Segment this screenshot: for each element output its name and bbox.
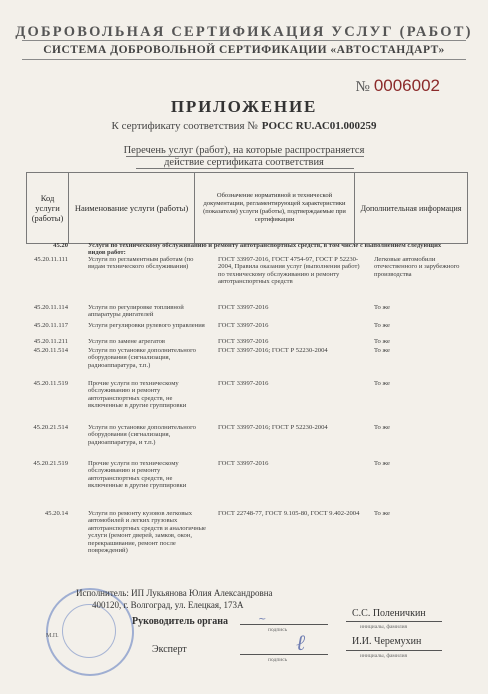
expert-name-line xyxy=(346,650,442,651)
row-name: Прочие услуги по техническому обслуживанию и ремонту автотранспортных средств, не включенные в другие группировки xyxy=(88,460,187,490)
expert-name: И.И. Черемухин xyxy=(352,636,422,647)
divider xyxy=(22,59,466,60)
header-info: Дополнительная информация xyxy=(360,203,462,213)
row-name: Прочие услуги по техническому обслуживанию и ремонту автотранспортных средств, не включенные в другие группировки xyxy=(88,380,187,410)
row-name: Услуги по ремонту кузовов легковых автомобилей и легких грузовых автотранспортных средств и аналогичные услуги (ремонт дверей, замков, окон, перекрашивание, ремонт после повреждений) xyxy=(88,510,206,555)
row-standards: ГОСТ 22748-77, ГОСТ 9.105-80, ГОСТ 9.402-2004 xyxy=(218,510,360,517)
row-info: Легковые автомобили отечественного и зарубежного производства xyxy=(374,256,460,278)
system-title: ДОБРОВОЛЬНАЯ СЕРТИФИКАЦИЯ УСЛУГ (РАБОТ) xyxy=(15,24,473,40)
row-code: 45.20 xyxy=(53,242,68,249)
row-standards: ГОСТ 33997-2016 xyxy=(218,380,269,387)
row-standards: ГОСТ 33997-2016; ГОСТ Р 52230-2004 xyxy=(218,347,328,354)
row-info: То же xyxy=(374,304,390,311)
expert-label: Эксперт xyxy=(152,644,187,655)
row-code: 45.20.21.514 xyxy=(33,424,68,431)
row-code: 45.20.11.111 xyxy=(34,256,68,263)
header-code: Код услуги (работы) xyxy=(27,173,69,243)
head-name-caption: инициалы, фамилия xyxy=(360,624,408,630)
list-heading-line1: Перечень услуг (работ), на которые распространяется xyxy=(123,145,365,156)
row-name: Услуги по установке дополнительного оборудования (сигнализация, радиоаппаратура, и т.п.) xyxy=(88,424,196,446)
row-name: Услуги регулировки рулевого управления xyxy=(88,322,205,329)
row-standards: ГОСТ 33997-2016 xyxy=(218,460,269,467)
head-name: С.С. Поленичкин xyxy=(352,608,426,619)
executor-name: ИП Лукьянова Юлия Александровна xyxy=(131,588,273,598)
header-name: Наименование услуги (работы) xyxy=(69,173,195,243)
services-table-header xyxy=(26,172,468,244)
row-standards: ГОСТ 33997-2016, ГОСТ 4754-97, ГОСТ Р 52230-2004, Правила оказания услуг (выполнения работ) по техническому обслуживанию и ремонту автотранспортных средств xyxy=(218,256,360,286)
row-code: 45.20.11.514 xyxy=(33,347,68,354)
row-info: То же xyxy=(374,347,390,354)
row-name: Услуги по техническому обслуживанию и ремонту автотранспортных средств, в том числе с выполнением следующих видов работ: xyxy=(88,242,442,257)
row-name: Услуги по регламентным работам (по видам технического обслуживания) xyxy=(88,256,194,271)
stamp-place-label: М.П. xyxy=(46,633,59,639)
system-subtitle: СИСТЕМА ДОБРОВОЛЬНОЙ СЕРТИФИКАЦИИ «АВТОСТАНДАРТ» xyxy=(43,44,445,56)
row-name: Услуги по регулировке топливной аппаратуры двигателей xyxy=(88,304,184,319)
head-label: Руководитель органа xyxy=(132,616,228,627)
cert-prefix: К сертификату соответствия № xyxy=(111,120,258,132)
row-code: 45.20.11.114 xyxy=(33,304,68,311)
row-code: 45.20.11.519 xyxy=(33,380,68,387)
row-info: То же xyxy=(374,380,390,387)
divider xyxy=(22,40,466,41)
row-standards: ГОСТ 33997-2016; ГОСТ Р 52230-2004 xyxy=(218,424,328,431)
expert-signature-line xyxy=(240,654,328,655)
appendix-title: ПРИЛОЖЕНИЕ xyxy=(170,97,318,116)
number-label: № xyxy=(355,79,370,95)
row-standards: ГОСТ 33997-2016 xyxy=(218,322,269,329)
form-number xyxy=(356,76,441,96)
row-name: Услуги по замене агрегатов xyxy=(88,338,165,345)
row-code: 45.20.14 xyxy=(44,510,68,517)
list-heading-line2: действие сертификата соответствия xyxy=(164,157,324,168)
row-standards: ГОСТ 33997-2016 xyxy=(218,304,269,311)
row-code: 45.20.11.211 xyxy=(33,338,68,345)
head-sig-caption: подпись xyxy=(268,627,288,633)
row-info: То же xyxy=(374,460,390,467)
head-signature-line xyxy=(240,624,328,625)
number-value: 0006002 xyxy=(373,76,440,95)
executor-label: Исполнитель: xyxy=(76,588,129,598)
row-info: То же xyxy=(374,510,390,517)
footer xyxy=(0,570,488,694)
expert-sig-caption: подпись xyxy=(268,657,288,663)
certificate-reference xyxy=(0,120,488,132)
row-standards: ГОСТ 33997-2016 xyxy=(218,338,269,345)
head-signature: ~ xyxy=(258,614,267,625)
row-code: 45.20.11.117 xyxy=(33,322,68,329)
executor-address: 400120, г. Волгоград, ул. Елецкая, 173А xyxy=(92,600,244,610)
row-name: Услуги по установке дополнительного оборудования (сигнализация, радиоаппаратура, т.п.) xyxy=(88,347,196,369)
underline xyxy=(136,168,354,169)
head-name-line xyxy=(346,621,442,622)
row-info: То же xyxy=(374,424,390,431)
cert-number: РОСС RU.АС01.000259 xyxy=(261,120,377,132)
row-info: То же xyxy=(374,338,390,345)
executor-line xyxy=(76,588,273,598)
row-info: То же xyxy=(374,322,390,329)
expert-signature: ℓ xyxy=(296,631,306,656)
header-standards: Обозначение нормативной и технической документации, регламентирующей характеристики (показатели) услуги (работы), подтверждаемые при сертификации xyxy=(195,173,355,243)
row-code: 45.20.21.519 xyxy=(33,460,68,467)
expert-name-caption: инициалы, фамилия xyxy=(360,653,408,659)
